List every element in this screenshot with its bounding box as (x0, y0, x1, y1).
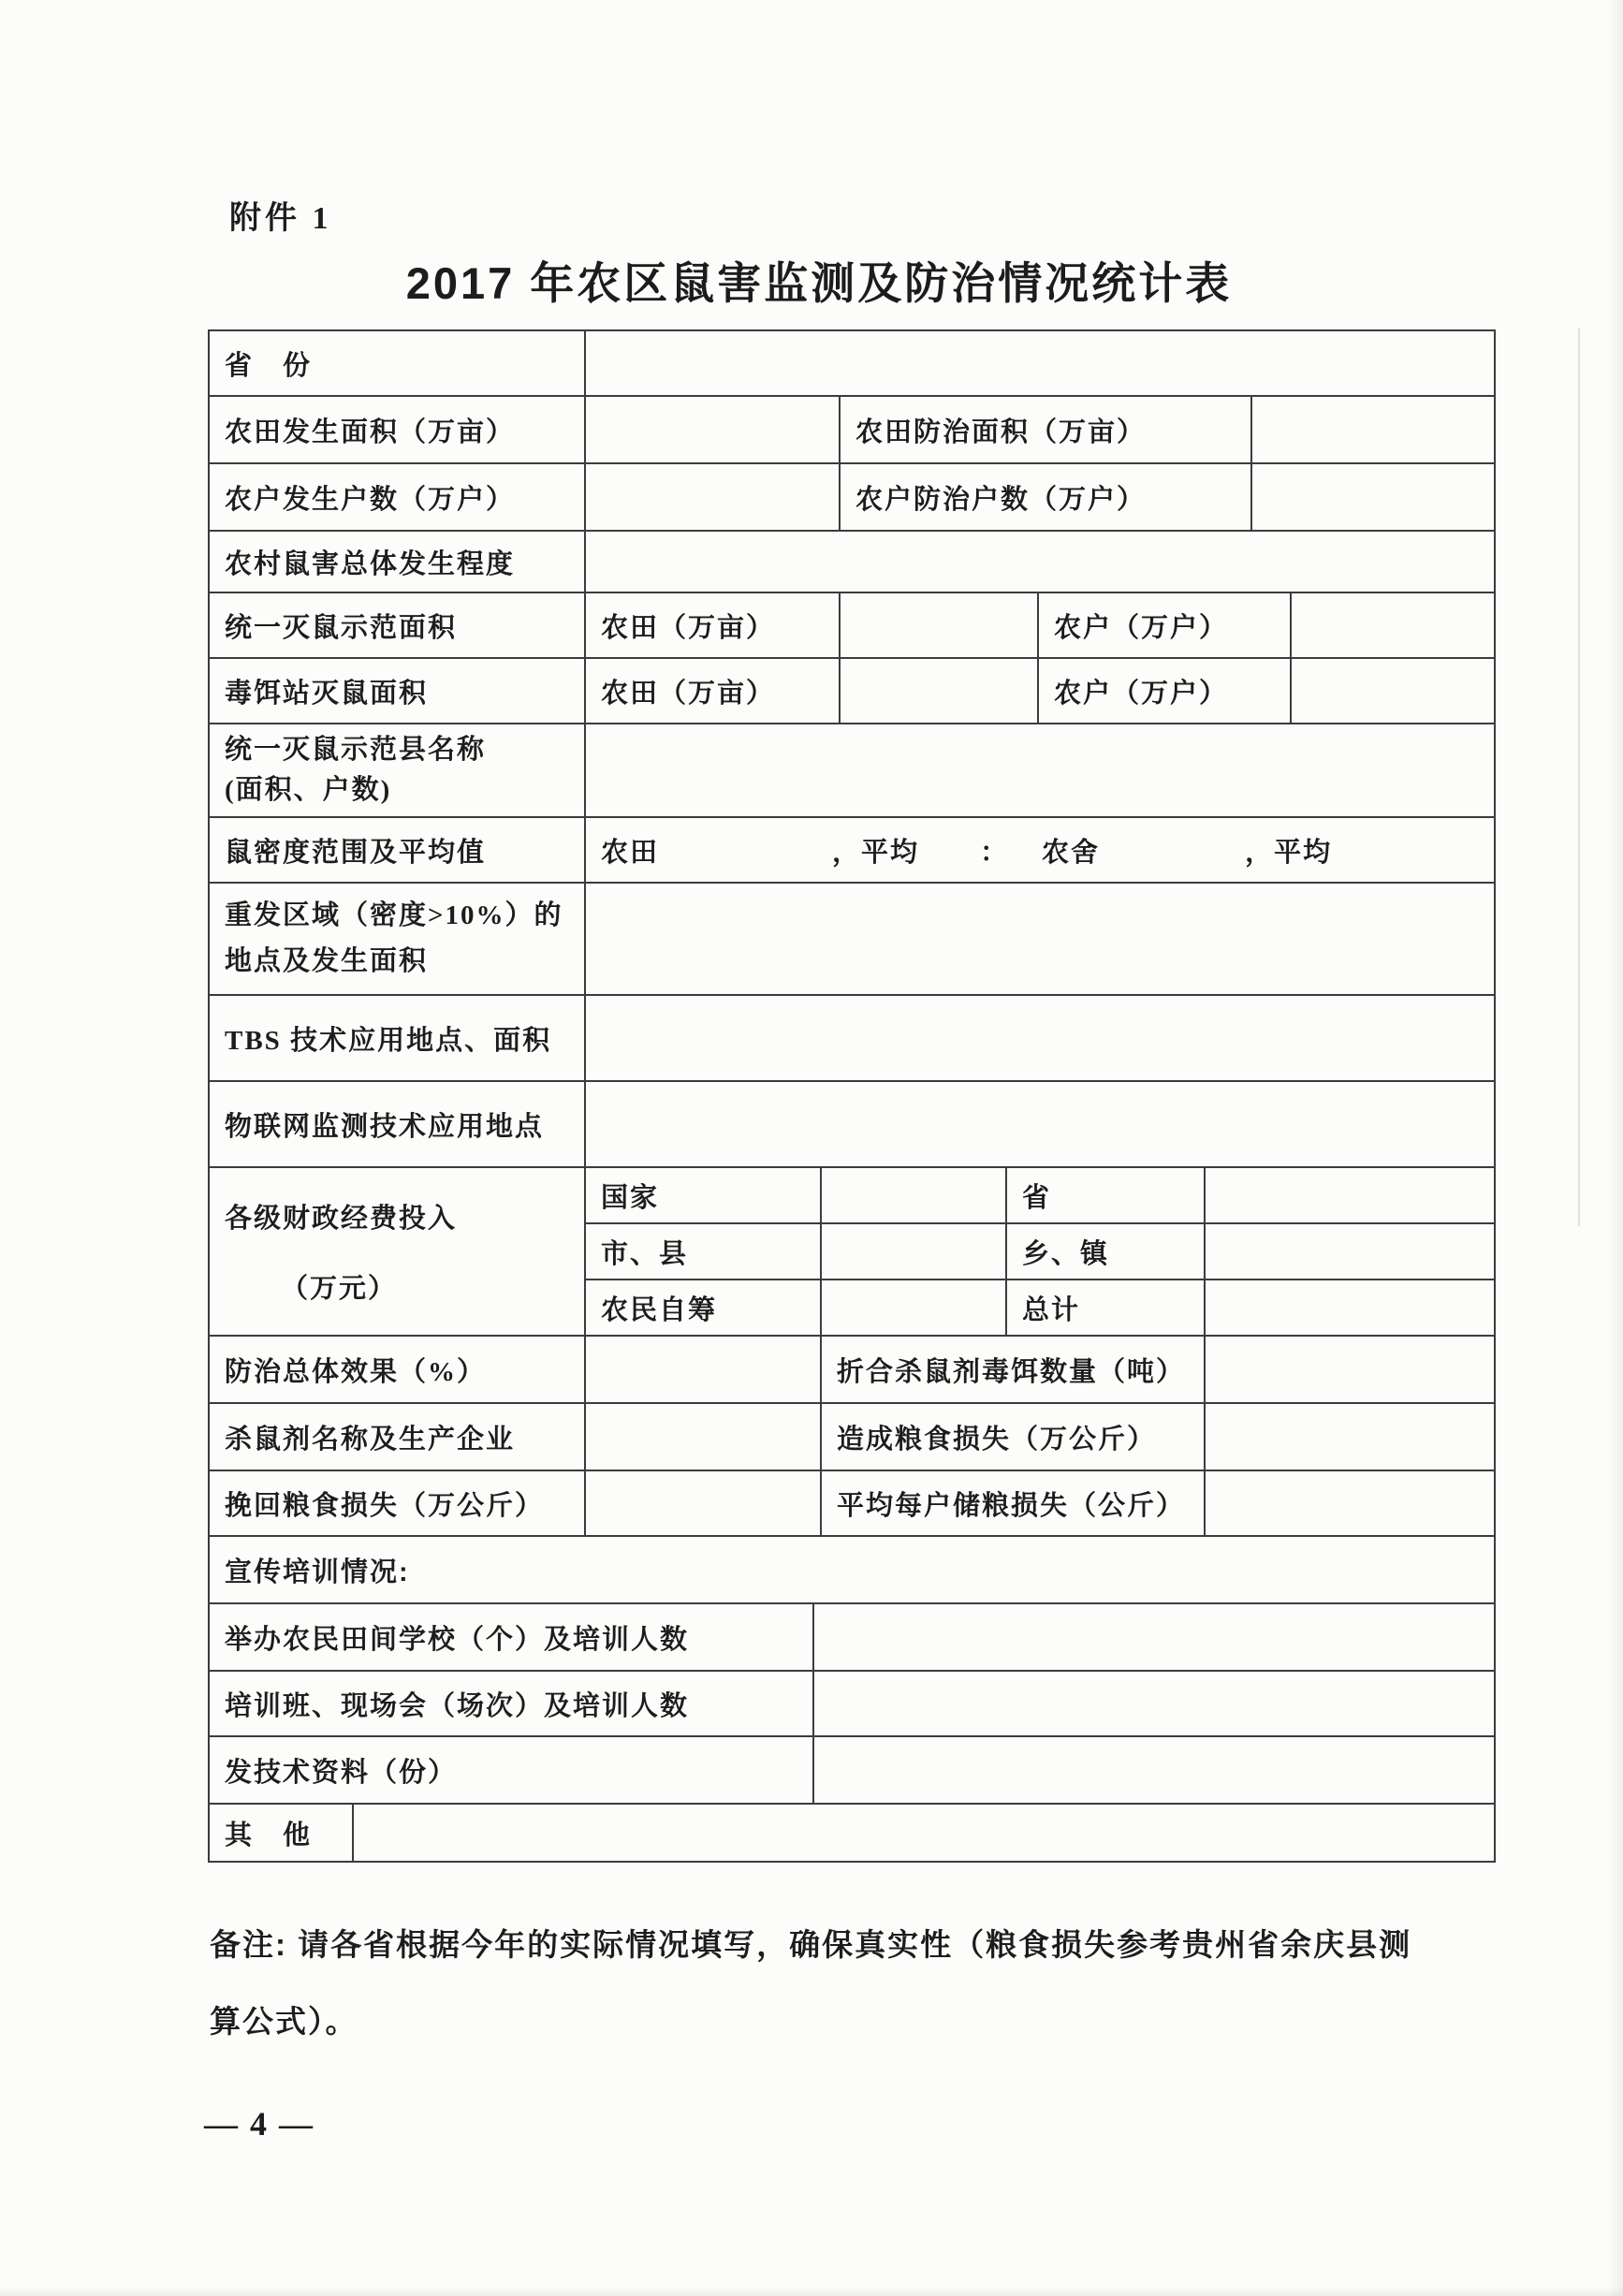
table-row-field-school (210, 1602, 1494, 1670)
table-row-tbs (210, 994, 1494, 1080)
table-row-funding (210, 1166, 1494, 1335)
row-label: 折合杀鼠剂毒饵数量（吨） (820, 1337, 1204, 1402)
table-row-severe-area (210, 882, 1494, 994)
table-row-bait-station-area (210, 657, 1494, 723)
value-cell (584, 996, 1494, 1080)
value-cell (584, 1337, 820, 1402)
row-label-line1: 统一灭鼠示范县名称 (225, 735, 487, 766)
row-label: 毒饵站灭鼠面积 (225, 678, 429, 709)
row-label: 物联网监测技术应用地点 (225, 1111, 545, 1142)
density-average-label-2: ，平均 (1245, 837, 1333, 868)
row-label: 省 份 (225, 350, 313, 381)
scan-edge-bottom (0, 2287, 1623, 2296)
value-cell (812, 1737, 1494, 1803)
sub-label: 国家 (584, 1168, 820, 1222)
row-label: 农田防治面积（万亩） (839, 397, 1250, 462)
row-label: 杀鼠剂名称及生产企业 (225, 1424, 516, 1455)
row-label: 培训班、现场会（场次）及培训人数 (225, 1690, 690, 1721)
row-label: 造成粮食损失（万公斤） (820, 1404, 1204, 1470)
scan-edge-right (1608, 0, 1623, 2296)
sub-label: 农户（万户） (1037, 593, 1290, 657)
density-barn-label: 农舍 (1042, 837, 1101, 868)
table-row-iot (210, 1080, 1494, 1166)
row-label: 农村鼠害总体发生程度 (225, 548, 516, 579)
sub-label: 农田（万亩） (584, 659, 839, 723)
value-cell (1204, 1168, 1494, 1222)
value-cell (1204, 1404, 1494, 1470)
value-cell (820, 1224, 1005, 1279)
attachment-label: 附件 1 (229, 201, 332, 236)
row-label-line2: (面积、户数) (225, 774, 392, 805)
value-cell (1250, 397, 1494, 462)
statistics-form-table (208, 329, 1496, 1863)
funding-sub-grid (584, 1168, 1494, 1335)
row-label: 鼠密度范围及平均值 (225, 837, 487, 868)
row-label: 防治总体效果（%） (225, 1356, 487, 1387)
row-label: 农户发生户数（万户） (225, 484, 516, 515)
table-row-farmland-occurrence (210, 395, 1494, 462)
value-cell (812, 1604, 1494, 1670)
row-label: 统一灭鼠示范面积 (225, 612, 458, 643)
row-label (210, 884, 584, 994)
table-row-demo-county (210, 723, 1494, 816)
value-cell (584, 397, 839, 462)
value-cell (584, 464, 839, 530)
value-cell (352, 1805, 1494, 1861)
funding-sub-row (584, 1279, 1494, 1335)
row-label: 农户防治户数（万户） (839, 464, 1250, 530)
row-label: 其 他 (225, 1820, 313, 1850)
value-cell (584, 1082, 1494, 1166)
sub-label: 乡、镇 (1005, 1224, 1204, 1279)
table-row-rodenticide (210, 1402, 1494, 1470)
scan-artifact-vertical-line (1578, 328, 1580, 1226)
table-row-training-header (210, 1535, 1494, 1602)
row-label: 平均每户储粮损失（公斤） (820, 1471, 1204, 1535)
value-cell (1204, 1224, 1494, 1279)
value-cell (584, 1404, 820, 1470)
table-row-province (210, 331, 1494, 395)
row-label: 农田发生面积（万亩） (225, 417, 516, 447)
value-cell (584, 532, 1494, 592)
row-label (210, 724, 584, 816)
density-fill-in-cell (584, 818, 1494, 882)
row-label-line2: 地点及发生面积 (225, 946, 429, 976)
value-cell (584, 1471, 820, 1535)
table-row-household-occurrence (210, 462, 1494, 530)
row-label-line1: 各级财政经费投入 (225, 1204, 458, 1234)
value-cell (1250, 464, 1494, 530)
table-row-tech-material (210, 1735, 1494, 1803)
value-cell (1204, 1337, 1494, 1402)
sub-label: 农田（万亩） (584, 593, 839, 657)
value-cell (1204, 1280, 1494, 1335)
value-cell (812, 1672, 1494, 1735)
row-label-line2: （万元） (281, 1274, 398, 1304)
funding-sub-row (584, 1222, 1494, 1279)
row-label: TBS 技术应用地点、面积 (225, 1025, 552, 1056)
density-average-label: ，平均 (832, 837, 920, 868)
table-row-other (210, 1803, 1494, 1861)
row-label-line1: 重发区域（密度>10%）的 (225, 900, 563, 930)
row-label: 发技术资料（份） (225, 1757, 458, 1788)
sub-label: 市、县 (584, 1224, 820, 1279)
value-cell (1204, 1471, 1494, 1535)
remark-line-1: 备注: 请各省根据今年的实际情况填写，确保真实性（粮食损失参考贵州省余庆县测 (210, 1927, 1412, 1962)
funding-sub-row (584, 1168, 1494, 1222)
sub-label: 总计 (1005, 1280, 1204, 1335)
row-label: 举办农民田间学校（个）及培训人数 (225, 1624, 690, 1655)
sub-label: 农户（万户） (1037, 659, 1290, 723)
row-label: 挽回粮食损失（万公斤） (225, 1490, 545, 1521)
remark-line-2: 算公式）。 (210, 2004, 358, 2039)
table-row-overall-degree (210, 530, 1494, 592)
value-cell (1290, 659, 1494, 723)
section-header-label: 宣传培训情况: (225, 1557, 410, 1587)
density-colon: ： (980, 837, 1010, 868)
value-cell (820, 1280, 1005, 1335)
sub-label: 农民自筹 (584, 1280, 820, 1335)
value-cell (584, 884, 1494, 994)
table-row-density (210, 816, 1494, 882)
document-title: 2017 年农区鼠害监测及防治情况统计表 (405, 258, 1233, 308)
page-number: — 4 — (204, 2105, 314, 2142)
table-row-recovered-loss (210, 1470, 1494, 1535)
value-cell (1290, 593, 1494, 657)
value-cell (839, 659, 1037, 723)
table-row-overall-effect (210, 1335, 1494, 1402)
value-cell (584, 724, 1494, 816)
value-cell (839, 593, 1037, 657)
value-cell (820, 1168, 1005, 1222)
sub-label: 省 (1005, 1168, 1204, 1222)
row-label (210, 1168, 584, 1335)
density-farmland-label: 农田 (601, 837, 660, 868)
table-row-training-class (210, 1670, 1494, 1735)
table-row-unified-demo-area (210, 592, 1494, 657)
value-cell (584, 331, 1494, 395)
